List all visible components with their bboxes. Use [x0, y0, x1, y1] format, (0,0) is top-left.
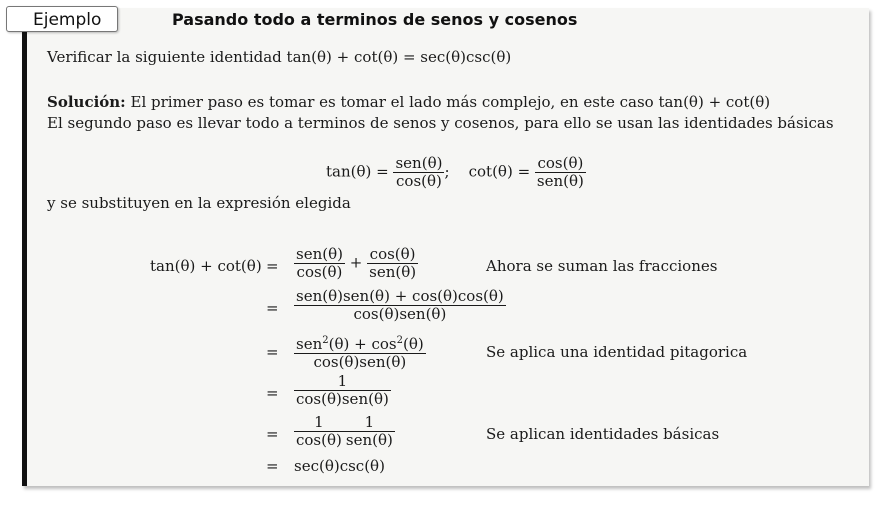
- step-1-note: Ahora se suman las fracciones: [486, 257, 718, 275]
- step-2-expression: [294, 288, 506, 323]
- equals-sign: =: [266, 257, 279, 275]
- cos-text: (θ) + cos: [328, 335, 397, 353]
- equals-sign: =: [266, 425, 279, 443]
- step-5-note: Se aplican identidades básicas: [486, 425, 720, 443]
- denominator: cos(θ)sen(θ): [353, 305, 447, 323]
- numerator: 1: [344, 414, 395, 432]
- denominator: cos(θ)sen(θ): [296, 390, 389, 408]
- numerator: 1: [294, 414, 344, 432]
- sen-text: sen: [296, 335, 323, 353]
- step-5-fraction-b: [344, 414, 395, 449]
- step-3-fraction: [294, 332, 426, 371]
- step-6-expression: sec(θ)csc(θ): [294, 457, 385, 475]
- exponent: 2: [322, 335, 329, 346]
- numerator: cos(θ): [367, 246, 418, 264]
- step-5-fraction-a: [294, 414, 344, 449]
- step-3-note: Se aplica una identidad pitagorica: [486, 343, 748, 361]
- tan-denominator: cos(θ): [396, 172, 442, 190]
- equals-sign: =: [266, 384, 279, 402]
- step-3-expression: [294, 332, 426, 371]
- denominator: cos(θ): [296, 431, 342, 449]
- derivation-lhs: tan(θ) + cot(θ): [150, 257, 262, 275]
- cot-label: cot(θ) =: [468, 162, 531, 181]
- plus-sign: +: [349, 253, 363, 272]
- section-title: Pasando todo a terminos de senos y cosenos: [172, 10, 578, 29]
- denominator: sen(θ): [369, 263, 417, 281]
- solution-line-3: y se substituyen en la expresión elegida: [47, 194, 351, 212]
- denominator: cos(θ)sen(θ): [313, 353, 407, 371]
- solution-line-1: [47, 93, 770, 111]
- example-tab: Ejemplo: [6, 6, 118, 32]
- numerator: 1: [294, 373, 391, 391]
- tan-label: tan(θ) =: [326, 162, 389, 181]
- denominator: cos(θ): [296, 263, 343, 281]
- step-4-fraction: [294, 373, 391, 408]
- basic-identities: [326, 155, 586, 190]
- step-2-fraction: [294, 288, 506, 323]
- equals-sign: =: [266, 457, 279, 475]
- denominator: sen(θ): [345, 431, 393, 449]
- numerator: [294, 332, 426, 354]
- tan-fraction: [393, 155, 444, 190]
- step-1-fraction-b: [367, 246, 418, 281]
- numerator: sen(θ)sen(θ) + cos(θ)cos(θ): [296, 287, 504, 305]
- numerator: sen(θ): [296, 245, 343, 263]
- step-5-expression: [294, 414, 395, 449]
- separator: ;: [444, 162, 450, 181]
- solution-label: Solución:: [47, 93, 126, 111]
- step-1-fraction-a: [294, 246, 345, 281]
- cot-denominator: sen(θ): [536, 172, 584, 190]
- exponent: 2: [396, 335, 403, 346]
- cot-fraction: [535, 155, 586, 190]
- example-card: [22, 8, 869, 486]
- theta-text: (θ): [402, 335, 424, 353]
- equals-sign: =: [266, 343, 279, 361]
- step-4-expression: [294, 373, 391, 408]
- solution-text-1: El primer paso es tomar es tomar el lado más complejo, en este caso tan(θ) + cot(θ): [125, 93, 771, 111]
- equals-sign: =: [266, 299, 279, 317]
- cot-numerator: cos(θ): [535, 155, 586, 173]
- solution-line-2: El segundo paso es llevar todo a terminos de senos y cosenos, para ello se usan las identidades básicas: [47, 114, 834, 132]
- step-1-expression: [294, 246, 418, 281]
- intro-text: Verificar la siguiente identidad tan(θ) + cot(θ) = sec(θ)csc(θ): [47, 48, 512, 66]
- tan-numerator: sen(θ): [395, 154, 443, 172]
